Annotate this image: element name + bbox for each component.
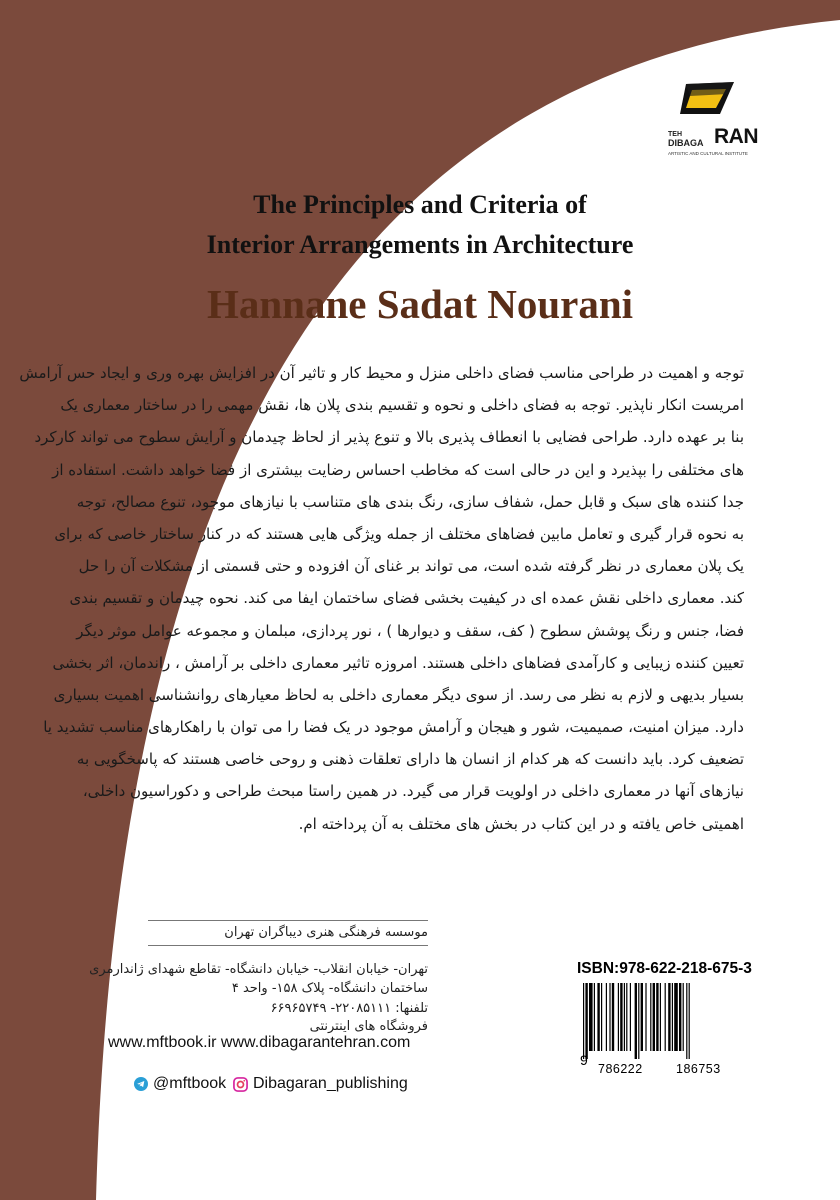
instagram-text: Dibagaran_publishing bbox=[253, 1075, 408, 1092]
telegram-icon bbox=[134, 1077, 148, 1091]
description-line: توجه و اهمیت در طراحی مناسب فضای داخلی منزل و محیط کار و تاثیر آن در افزایش بهره وری و ایجاد حس آرامش bbox=[19, 364, 744, 382]
description-line: جدا کننده های سبک و قابل حمل، شفاف سازی، رنگ بندی های متناسب با نیازهای موجود، تنوع مصالح، توجه bbox=[76, 492, 744, 511]
logo-text-ran: RAN bbox=[714, 125, 758, 148]
barcode-bar bbox=[668, 983, 670, 1051]
instagram-handle[interactable] bbox=[233, 1074, 408, 1094]
description-line: بسیار بدیهی و لازم به نظر می رسد. از سوی دیگر معماری داخلی به لحاظ معیارهای روانشناسی اهمیت بسیاری bbox=[53, 685, 744, 704]
description-line: تعیین کننده زیبایی و کارآمدی فضاهای داخلی هستند. امروزه تاثیر معماری داخلی بر آرامش ، راندمان، اثر بخشی bbox=[52, 653, 744, 672]
author-name: Hannane Sadat Nourani bbox=[206, 281, 634, 327]
barcode-left-digits: 786222 bbox=[598, 1062, 643, 1076]
barcode-bar bbox=[679, 983, 681, 1051]
barcode-bar bbox=[589, 983, 593, 1051]
barcode-bar bbox=[653, 983, 655, 1051]
logo-text-dibaga: DIBAGA bbox=[668, 138, 704, 148]
barcode-bar bbox=[674, 983, 678, 1051]
barcode-bar bbox=[656, 983, 658, 1051]
barcode-bar bbox=[585, 983, 587, 1059]
barcode-bar bbox=[683, 983, 684, 1051]
barcode-bar bbox=[650, 983, 651, 1051]
telegram-handle[interactable] bbox=[134, 1074, 226, 1094]
barcode-bar bbox=[645, 983, 646, 1051]
description-line: های مختلفی را بپذیرد و این در حالی است که مخاطب احساس رضایت بیشتری از فضا خواهد داشت. استفاده از bbox=[52, 460, 744, 479]
barcode-bar bbox=[638, 983, 639, 1059]
telegram-text: @mftbook bbox=[153, 1075, 227, 1092]
description-line: کند. معماری داخلی نقش عمده ای در کیفیت بخشی فضای ساختمان ایفا می کند. نحوه چیدمان و تقسیم بندی bbox=[69, 589, 744, 608]
book-title-line-1: The Principles and Criteria of bbox=[253, 190, 587, 219]
isbn-barcode bbox=[583, 983, 743, 1059]
barcode-bar bbox=[618, 983, 619, 1051]
barcode-bar bbox=[672, 983, 673, 1051]
publisher-name: موسسه فرهنگی هنری دیباگران تهران bbox=[148, 920, 428, 946]
barcode-bar bbox=[665, 983, 666, 1051]
description-paragraph bbox=[19, 357, 744, 840]
description-line: نیازهای آنها در معماری داخلی در اولویت قرار می گیرد. در همین راستا مبحث طراحی و دکوراسیون داخلی، bbox=[82, 782, 744, 801]
description-line: دارد. میزان امنیت، صمیمیت، شور و هیجان و آرامش موجود در یک فضا را می توان با راهکارهای مناسب تشدید یا bbox=[43, 718, 744, 737]
barcode-bar bbox=[641, 983, 643, 1051]
barcode-bar bbox=[630, 983, 631, 1051]
description-line: امریست انکار ناپذیر. توجه به فضای داخلی و نحوه و تقسیم بندی پلان ها، نقش مهمی را در ساختار معماری یک bbox=[60, 396, 744, 415]
description-line: یک پلان معماری در نظر گرفته شده است، می تواند بر غنای آن افزوده و حتی قسمتی از مشکلات آن را حل bbox=[78, 557, 744, 576]
barcode-bar bbox=[606, 983, 607, 1051]
logo-subtitle: ARTISTIC AND CULTURAL INSTITUTE bbox=[668, 151, 748, 156]
barcode-bar bbox=[609, 983, 610, 1051]
barcode-bar bbox=[626, 983, 627, 1051]
barcode-bar bbox=[689, 983, 690, 1059]
book-title-line-2: Interior Arrangements in Architecture bbox=[206, 230, 634, 259]
barcode-bar bbox=[597, 983, 599, 1051]
instagram-icon bbox=[233, 1077, 248, 1092]
publisher-websites[interactable]: www.mftbook.ir www.dibagarantehran.com bbox=[108, 1034, 411, 1051]
publisher-address-line: تهران- خیابان انقلاب- خیابان دانشگاه- تقاطع شهدای ژاندارمری bbox=[89, 962, 428, 977]
barcode-bar bbox=[686, 983, 687, 1059]
barcode-bar bbox=[660, 983, 661, 1051]
barcode-bar bbox=[612, 983, 614, 1051]
description-line: بنا بر عهده دارد. طراحی فضایی با انعطاف پذیری بالا و تنوع پذیر از لحاظ چیدمان و آرایش سطوح می تواند کارکرد bbox=[34, 428, 744, 447]
online-stores-label: فروشگاه های اینترنتی bbox=[309, 1019, 428, 1034]
publisher-address-line: ساختمان دانشگاه- پلاک ۱۵۸- واحد ۴ bbox=[231, 981, 428, 996]
barcode-bar bbox=[601, 983, 602, 1051]
barcode-right-digits: 186753 bbox=[676, 1062, 721, 1076]
description-line: به نحوه قرار گیری و تعامل مابین فضاهای مختلف از جمله ویژگی هایی هستند که در کنار ساختار خاصی که برای bbox=[54, 524, 744, 543]
barcode-first-digit: 9 bbox=[580, 1052, 588, 1068]
publisher-phone: تلفنها: ۲۲۰۸۵۱۱۱- ۶۶۹۶۵۷۴۹ bbox=[270, 1001, 428, 1016]
barcode-bar bbox=[635, 983, 637, 1059]
publisher-logo bbox=[668, 80, 758, 160]
logo-mark-icon bbox=[678, 80, 736, 128]
barcode-bar bbox=[620, 983, 622, 1051]
barcode-bar bbox=[624, 983, 625, 1051]
barcode-bar bbox=[594, 983, 595, 1051]
logo-text-teh: TEH bbox=[668, 131, 682, 138]
description-line: اهمیتی خاص یافته و در این کتاب در بخش های مختلف به آن پرداخته ام. bbox=[298, 814, 744, 833]
barcode-bar bbox=[583, 983, 584, 1059]
description-line: فضا، جنس و رنگ پوشش سطوح ( کف، سقف و دیوارها ) ، نور پردازی، مبلمان و مجموعه عوامل موثر دیگر bbox=[76, 621, 744, 640]
description-line: تضعیف کرد. باید دانست که هر کدام از انسان ها دارای تعلقات ذهنی و روحی خاصی هستند که پاسخگویی به bbox=[76, 750, 744, 769]
isbn-label: ISBN:978-622-218-675-3 bbox=[577, 960, 752, 977]
